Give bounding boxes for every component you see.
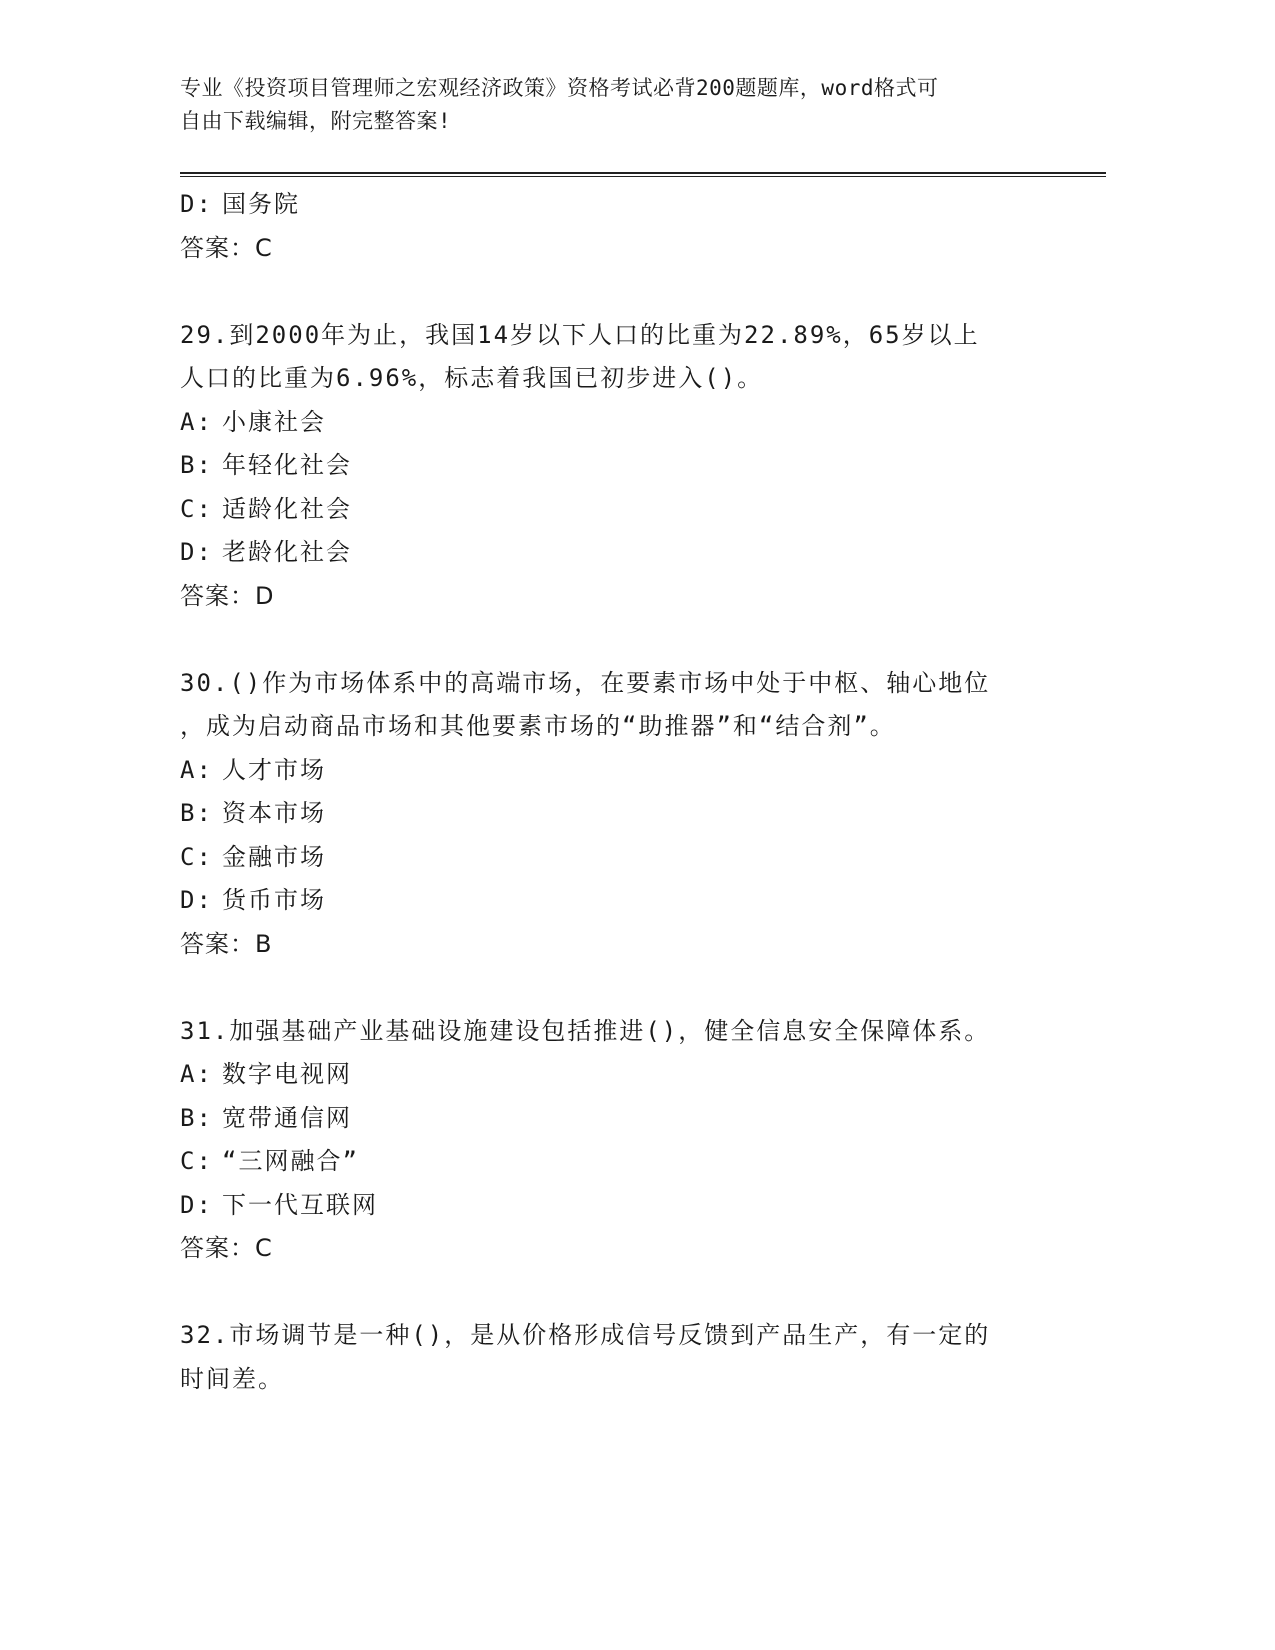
question-list [180,183,1060,1401]
answer-line: 答案：D [180,581,275,610]
option-c: C: 适龄化社会 [180,494,352,523]
question-stem-line: 32.市场调节是一种()，是从价格形成信号反馈到产品生产，有一定的 [180,1321,991,1349]
question-stem-line: 时间差。 [180,1364,284,1393]
header-title-line-2: 自由下载编辑，附完整答案! [180,109,452,133]
question-31 [180,1010,1060,1271]
option-a: A: 人才市场 [180,755,326,784]
option-b: B: 年轻化社会 [180,451,352,479]
option-d: D: 货币市场 [180,886,326,914]
previous-question-tail [180,183,1060,270]
option-c: C: “三网融合” [180,1147,359,1175]
option-d: D: 国务院 [180,190,300,218]
option-a: A: 数字电视网 [180,1060,352,1088]
question-29 [180,314,1060,619]
answer-line: 答案：C [180,233,273,262]
question-30 [180,662,1060,967]
answer-line: 答案：C [180,1234,273,1262]
document-header [180,72,1040,138]
option-a: A: 小康社会 [180,407,326,436]
question-stem-line: 31.加强基础产业基础设施建设包括推进()，健全信息安全保障体系。 [180,1016,991,1045]
question-stem-line: 30.()作为市场体系中的高端市场，在要素市场中处于中枢、轴心地位 [180,668,991,697]
spacer [180,1271,1060,1315]
question-stem-line: 人口的比重为6.96%，标志着我国已初步进入()。 [180,364,764,392]
question-stem-line: 29.到2000年为止，我国14岁以下人口的比重为22.89%，65岁以上 [180,320,980,349]
spacer [180,618,1060,662]
spacer [180,270,1060,314]
question-stem-line: ，成为启动商品市场和其他要素市场的“助推器”和“结合剂”。 [180,712,896,740]
answer-line: 答案：B [180,929,273,958]
option-b: B: 资本市场 [180,799,326,827]
document-page [180,0,1100,1650]
spacer [180,966,1060,1010]
question-32 [180,1314,1060,1401]
header-title-line-1: 专业《投资项目管理师之宏观经济政策》资格考试必背200题题库，word格式可 [180,76,939,100]
option-c: C: 金融市场 [180,842,326,871]
option-d: D: 下一代互联网 [180,1190,378,1219]
option-d: D: 老龄化社会 [180,538,352,566]
option-b: B: 宽带通信网 [180,1103,352,1132]
header-divider [180,172,1106,177]
